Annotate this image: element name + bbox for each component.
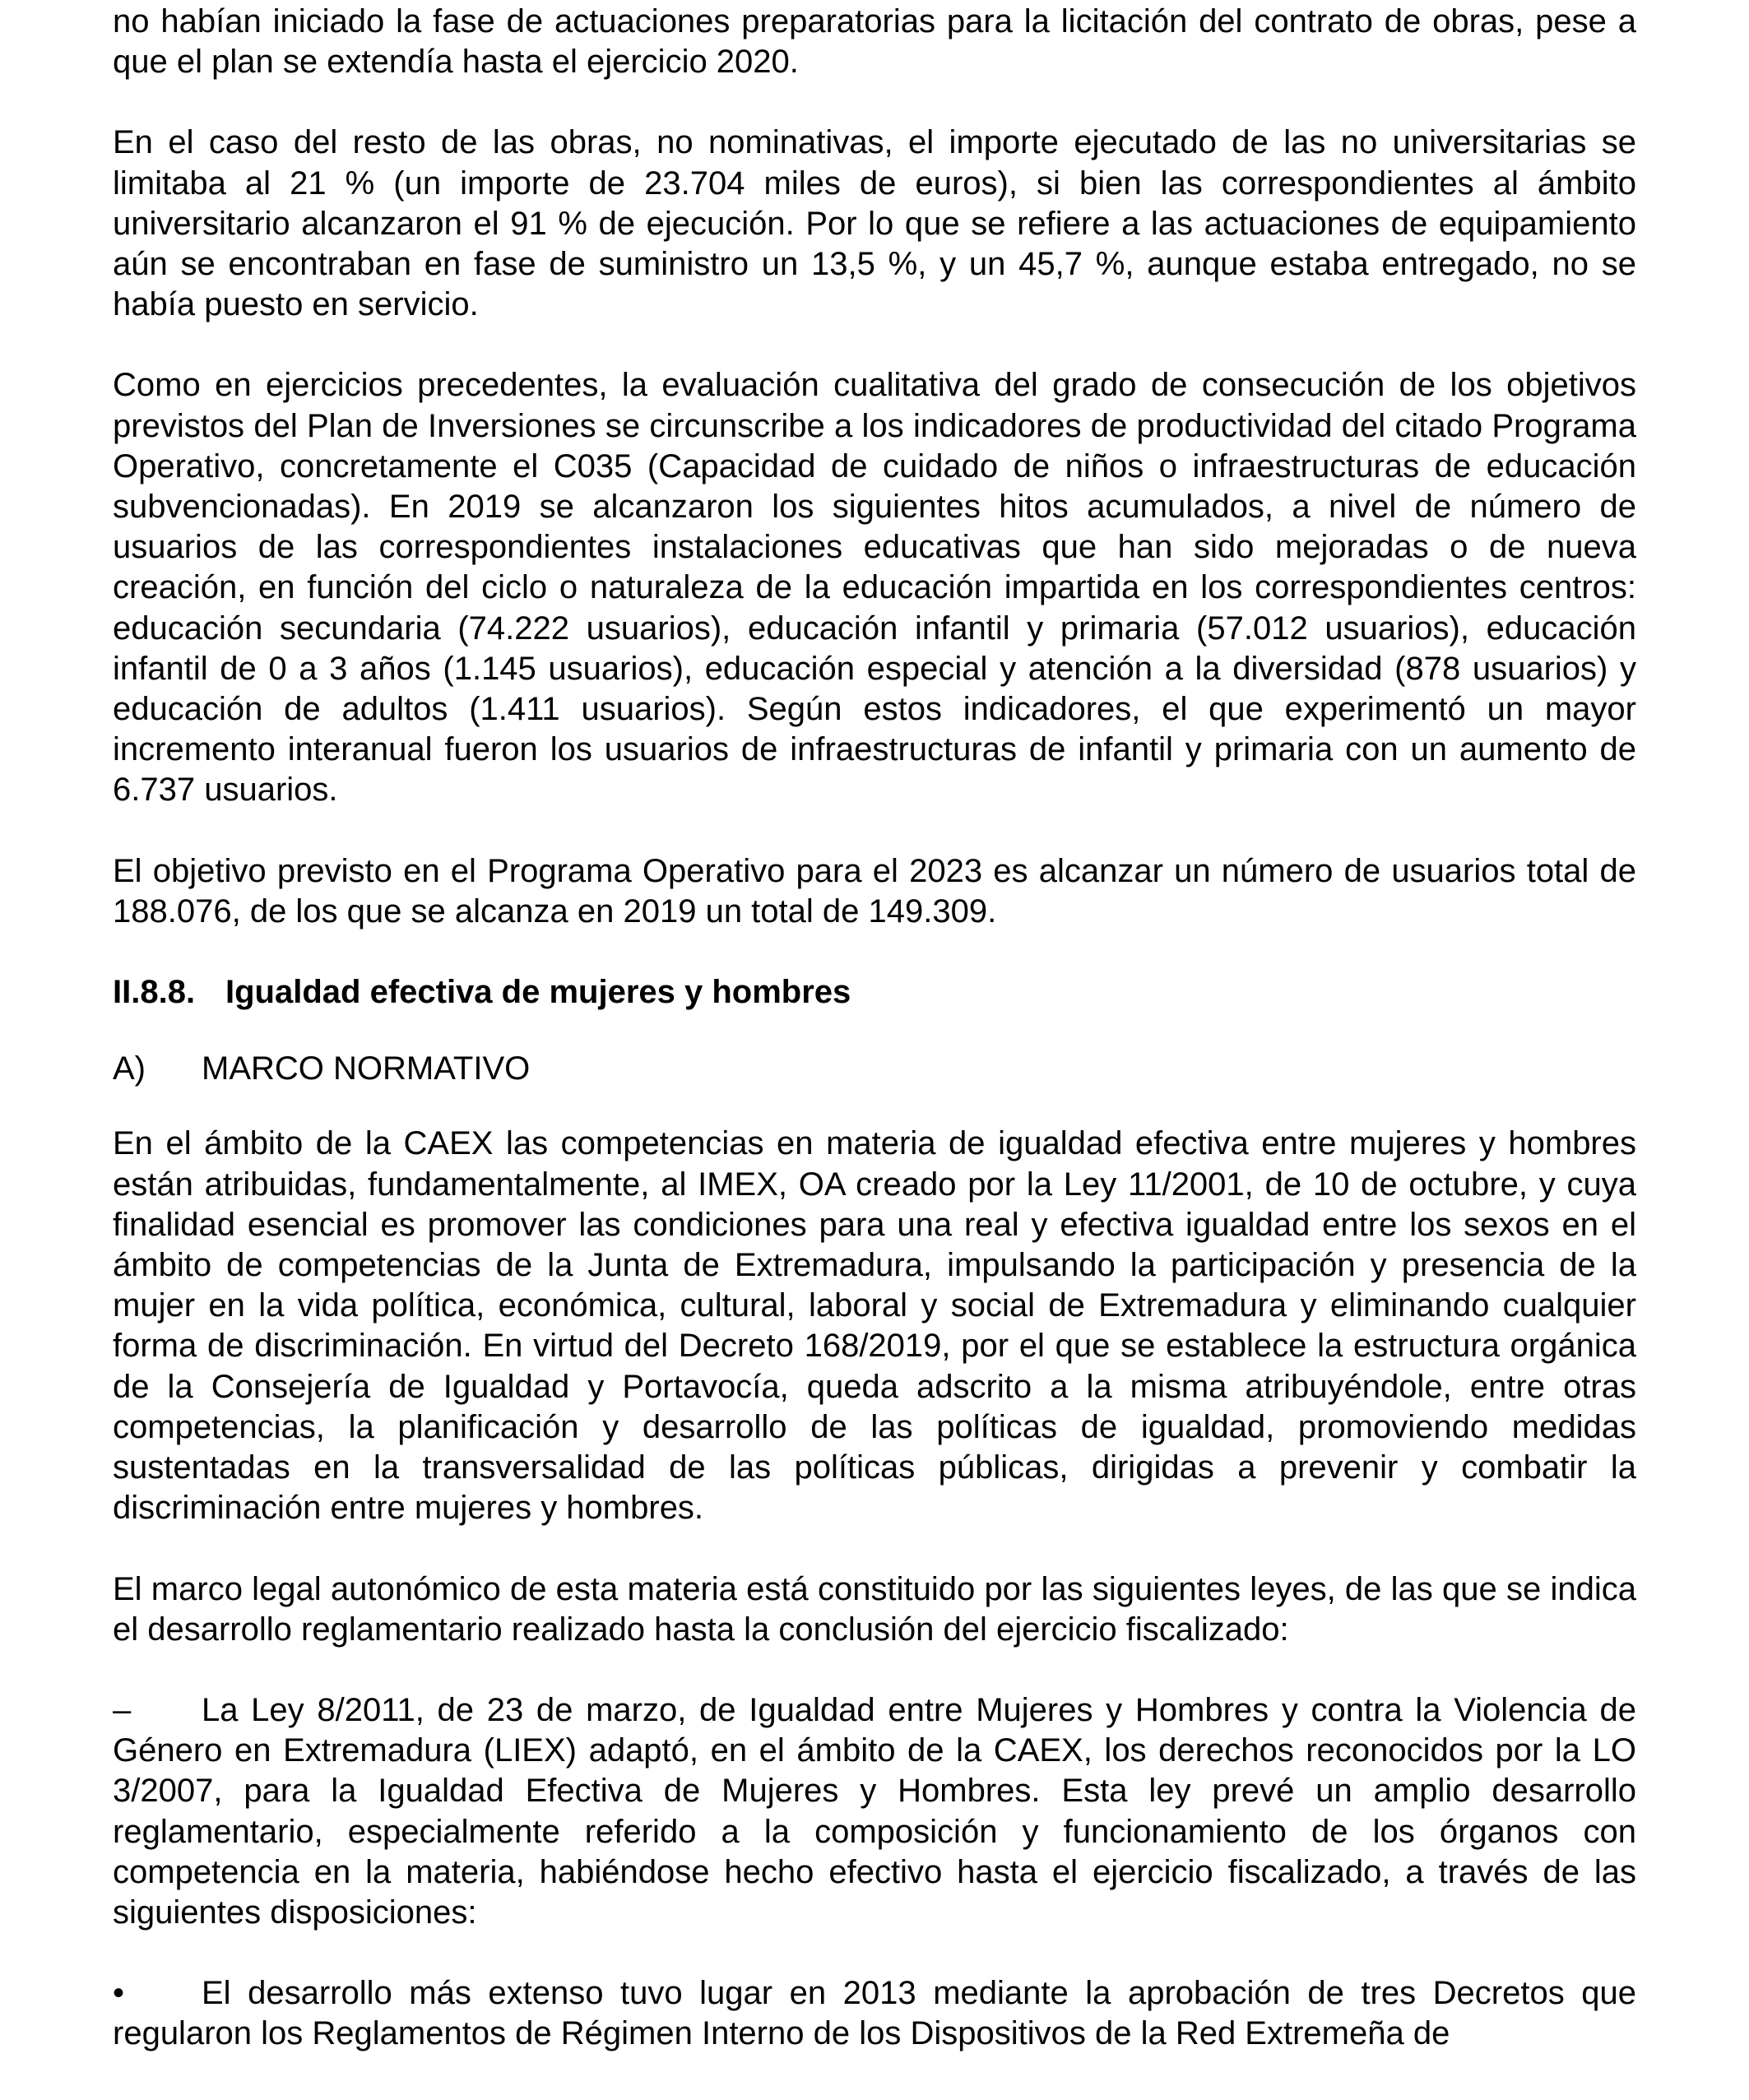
subsection-heading [113,1049,1636,1089]
paragraph-marco-legal: El marco legal autonómico de esta materia está constituido por las siguientes leyes, de las que se indica el desarrollo reglamentario realizado hasta la conclusión del ejercicio fiscalizado: [113,1570,1636,1648]
dash-marker: – [113,1691,132,1728]
paragraph-obras-no-nominativas: En el caso del resto de las obras, no nominativas, el importe ejecutado de las no universitarias se limitaba al 21 % (un importe de 23.704 miles de euros), si bien las correspondientes al ámbito universitario alcanzaron el 91 % de ejecución. Por lo que se refiere a las actuaciones de equipamiento aún se encontraban en fase de suministro un 13,5 %, y un 45,7 %, aunque estaba entregado, no se había puesto en servicio. [113,124,1636,323]
document-page [113,0,1636,2055]
section-heading [113,972,1636,1013]
bullet-item-text: El desarrollo más extenso tuvo lugar en 2013 mediante la aprobación de tres Decretos que regularon los Reglamentos de Régimen Interno de los Dispositivos de la Red Extremeña de [113,1975,1636,2052]
paragraph-competencias-imex: En el ámbito de la CAEX las competencias en materia de igualdad efectiva entre mujeres y hombres están atribuidas, fundamentalmente, al IMEX, OA creado por la Ley 11/2001, de 10 de octubre, y cuya finalidad esencial es promover las condiciones para una real y efectiva igualdad entre los sexos en el ámbito de competencias de la Junta de Extremadura, impulsando la participación y presencia de la mujer en la vida política, económica, cultural, laboral y social de Extremadura y eliminando cualquier forma de discriminación. En virtud del Decreto 168/2019, por el que se establece la estructura orgánica de la Consejería de Igualdad y Portavocía, queda adscrito a la misma atribuyéndole, entre otras competencias, la planificación y desarrollo de las políticas de igualdad, promoviendo medidas sustentadas en la transversalidad de las políticas públicas, dirigidas a prevenir y combatir la discriminación entre mujeres y hombres. [113,1125,1636,1527]
paragraph-evaluacion-cualitativa: Como en ejercicios precedentes, la evaluación cualitativa del grado de consecución de los objetivos previstos del Plan de Inversiones se circunscribe a los indicadores de productividad del citado Programa Operativo, concretamente el C035 (Capacidad de cuidado de niños o infraestructuras de educación subvencionadas). En 2019 se alcanzaron los siguientes hitos acumulados, a nivel de número de usuarios de las correspondientes instalaciones educativas que han sido mejoradas o de nueva creación, en función del ciclo o naturaleza de la educación impartida en los correspondientes centros: educación secundaria (74.222 usuarios), educación infantil y primaria (57.012 usuarios), educación infantil de 0 a 3 años (1.145 usuarios), educación especial y atención a la diversidad (878 usuarios) y educación de adultos (1.411 usuarios). Según estos indicadores, el que experimentó un mayor incremento interanual fueron los usuarios de infraestructuras de infantil y primaria con un aumento de 6.737 usuarios. [113,367,1636,809]
section-number: II.8.8. [113,974,196,1011]
paragraph-objetivo-2023: El objetivo previsto en el Programa Operativo para el 2023 es alcanzar un número de usuarios total de 188.076, de los que se alcanza en 2019 un total de 149.309. [113,852,1636,929]
section-title: Igualdad efectiva de mujeres y hombres [225,974,851,1011]
paragraph-obras-nominativas-cont: no habían iniciado la fase de actuaciones preparatorias para la licitación del contrato de obras, pese a que el plan se extendía hasta el ejercicio 2020. [113,3,1636,81]
subsection-number: A) [113,1050,146,1087]
subsection-title: MARCO NORMATIVO [202,1050,531,1087]
dash-item-text: La Ley 8/2011, de 23 de marzo, de Igualdad entre Mujeres y Hombres y contra la Violencia de Género en Extremadura (LIEX) adaptó, en el ámbito de la CAEX, los derechos reconocidos por la LO 3/2007, para la Igualdad Efectiva de Mujeres y Hombres. Esta ley prevé un amplio desarrollo reglamentario, especialmente referido a la composición y funcionamiento de los órganos con competencia en la materia, habiéndose hecho efectivo hasta el ejercicio fiscalizado, a través de las siguientes disposiciones: [113,1691,1636,1931]
bullet-marker: • [113,1975,125,2012]
dash-list-item [113,1690,1636,1933]
bullet-list-item [113,1973,1636,2054]
